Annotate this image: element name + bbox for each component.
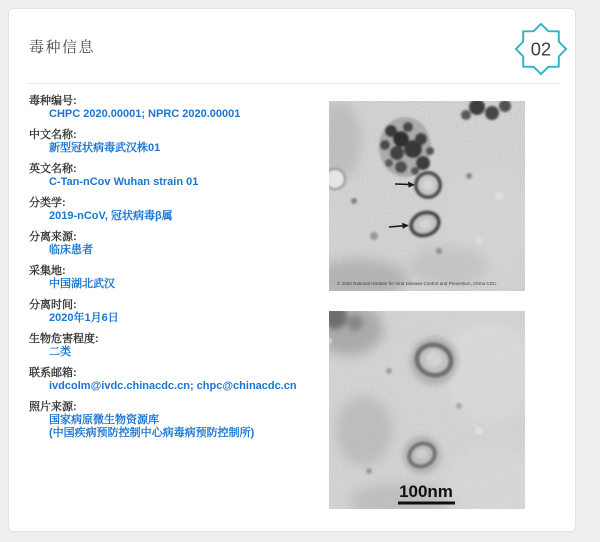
field-value: 2020年1月6日 <box>49 312 119 324</box>
field-row <box>29 299 321 325</box>
field-label: 分离时间: <box>29 299 77 311</box>
field-label: 照片来源: <box>29 401 77 413</box>
field-label: 联系邮箱: <box>29 367 77 379</box>
badge-number: 02 <box>530 38 552 60</box>
field-label: 中文名称: <box>29 129 77 141</box>
field-value: C-Tan-nCov Wuhan strain 01 <box>49 176 199 188</box>
field-row <box>29 129 321 155</box>
field-label: 分类学: <box>29 197 66 209</box>
field-row <box>29 95 321 121</box>
virus-particle-2 <box>403 436 441 474</box>
field-row <box>29 367 321 393</box>
image-copyright: © 2020 National Institute for Viral Disease Control and Prevention, China CDC. <box>337 281 498 286</box>
field-value: 2019-nCoV, 冠状病毒β属 <box>49 210 173 222</box>
field-row <box>29 163 321 189</box>
field-row <box>29 333 321 359</box>
field-row <box>29 401 321 440</box>
virus-info-card <box>8 8 576 532</box>
page-title: 毒种信息 <box>29 39 96 56</box>
field-value: 国家病原微生物资源库 <box>49 414 159 426</box>
field-label: 英文名称: <box>29 163 77 175</box>
em-micrograph-top <box>329 101 525 291</box>
scale-bar <box>398 482 455 503</box>
header-divider <box>27 83 560 84</box>
page-number-badge <box>514 22 568 76</box>
field-label: 毒种编号: <box>29 95 77 107</box>
field-value: 二类 <box>49 346 71 358</box>
field-label: 采集地: <box>29 265 66 277</box>
field-value-line2: (中国疾病预防控制中心病毒病预防控制所) <box>49 427 255 439</box>
field-value: CHPC 2020.00001; NPRC 2020.00001 <box>49 108 241 120</box>
virus-particle-1 <box>416 173 440 197</box>
eight-point-star-icon <box>514 22 568 76</box>
field-value: 中国湖北武汉 <box>49 278 115 290</box>
field-label: 分离来源: <box>29 231 77 243</box>
em-micrograph-bottom <box>329 311 525 509</box>
field-value: ivdcolm@ivdc.chinacdc.cn; chpc@chinacdc.cn <box>49 380 297 392</box>
field-list <box>29 95 321 448</box>
field-label: 生物危害程度: <box>29 333 99 345</box>
field-row <box>29 265 321 291</box>
scale-bar-label: 100nm <box>399 482 453 501</box>
field-value: 临床患者 <box>49 244 93 256</box>
field-row <box>29 231 321 257</box>
field-value: 新型冠状病毒武汉株01 <box>49 142 161 154</box>
field-row <box>29 197 321 223</box>
virus-particle-1 <box>410 337 458 385</box>
